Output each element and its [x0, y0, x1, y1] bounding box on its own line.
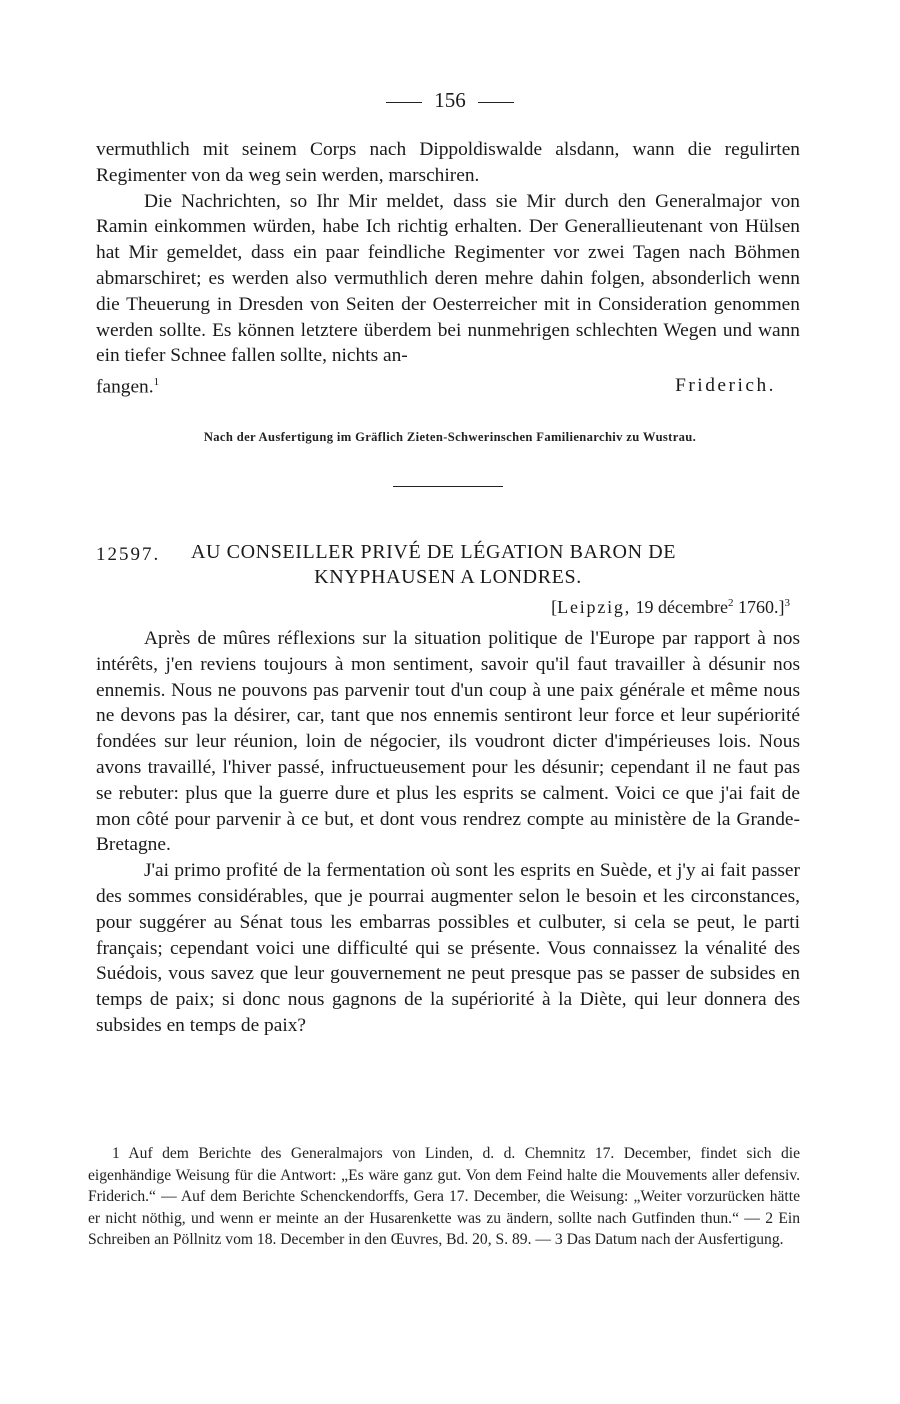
page-number: 156	[434, 88, 466, 112]
dateline-bracket: [	[551, 597, 558, 617]
footnote-text: 1 Auf dem Berichte des Generalmajors von Linden, d. d. Chemnitz 17. December, findet sich die eigenhändige Weisung für die Antwort: „Es wäre ganz gut. Von dem Feind halte die Mouvements aller defensiv. Friderich.“ — Auf dem Berichte Schenckendorffs, Gera 17. December, die Weisung: „Weiter vorzurücken hätte er nicht nöthig, und wenn er meinte an der Husarenkette was zu ändern, sollte nach Gutfinden thun.“ — 2 Ein Schreiben an Pöllnitz vom 18. December in den Œuvres, Bd. 20, S. 89. — 3 Das Datum nach der Ausfertigung.	[88, 1145, 800, 1248]
page-header	[0, 88, 900, 113]
source-note: Nach der Ausfertigung im Gräflich Zieten-Schwerinschen Familienarchiv zu Wustrau.	[203, 430, 697, 444]
paragraph: vermuthlich mit seinem Corps nach Dippoldiswalde alsdann, wann die regulirten Regimenter von da weg sein werden, marschiren.	[96, 139, 800, 186]
letter-title-line1: AU CONSEILLER PRIVÉ DE LÉGATION BARON DE	[191, 541, 677, 563]
paragraph: Die Nachrichten, so Ihr Mir meldet, dass sie Mir durch den Generalmajor von Ramin einkommen würden, habe Ich richtig erhalten. Der Generallieutenant von Hülsen hat Mir gemeldet, dass ein paar feindliche Regimenter vor zwei Tagen nach Böhmen abmarschiret; es werden also vermuthlich deren mehre dahin folgen, absonderlich wenn die Theuerung in Dresden von Seiten der Oesterreicher mit in Consideration genommen werden sollte. Es können letztere überdem bei nunmehrigen schlechten Wegen und wann ein tiefer Schnee fallen sollte, nichts an-	[96, 190, 800, 367]
footnote-marker: 1	[153, 376, 160, 389]
letter-title-line2: KNYPHAUSEN A LONDRES.	[314, 566, 582, 588]
footnotes	[88, 1143, 800, 1251]
closing-word-text: fangen.	[96, 376, 154, 398]
header-dash-left	[386, 102, 422, 103]
dateline-date: 19 décembre	[631, 597, 728, 617]
dateline-place: Leipzig,	[557, 597, 632, 617]
footnote-marker: 3	[784, 597, 790, 609]
closing-word	[96, 369, 159, 400]
dateline-year: 1760.]	[733, 597, 785, 617]
header-dash-right	[478, 102, 514, 103]
letter-body	[96, 626, 800, 1039]
paragraph: J'ai primo profité de la fermentation où sont les esprits en Suède, et j'y ai fait passer des sommes considérables, que je pourrai augmenter selon le besoin et les circonstances, pour suggérer au Sénat tous les embarras possibles et culbuter, si cela se peut, le parti français; cependant voici une difficulté qui se présente. Vous connaissez la vénalité des Suédois, vous savez que leur gouvernement ne peut presque pas se passer de subsides en temps de paix; si donc nous gagnons de la supériorité à la Diète, qui leur donnera des subsides en temps de paix?	[96, 860, 800, 1036]
section-separator	[393, 486, 503, 487]
closing-line	[96, 369, 800, 398]
dateline	[551, 597, 790, 618]
paragraph: Après de mûres réflexions sur la situation politique de l'Europe par rapport à nos intérêts, j'en reviens toujours à mon sentiment, savoir qu'il faut travailler à désunir nos ennemis. Nous ne pouvons pas parvenir tout d'un coup à une paix générale et même nous ne devons pas la désirer, car, tant que nos ennemis sentiront leur force et leur supériorité fondées sur leur réunion, loin de négocier, ils voudront dicter d'impérieuses lois. Nous avons travaillé, l'hiver passé, infructueusement pour les désunir; cependant il ne faut pas se rebuter: plus que la guerre dure et plus les esprits se calment. Voici ce que j'ai fait de mon côté pour parvenir à ce but, et dont vous rendrez compte au ministère de la Grande-Bretagne.	[96, 628, 800, 856]
previous-letter-body	[96, 137, 800, 398]
footnote-marker: 2	[728, 597, 734, 609]
signature: Friderich.	[675, 375, 776, 397]
letter-number: 12597.	[96, 544, 161, 565]
